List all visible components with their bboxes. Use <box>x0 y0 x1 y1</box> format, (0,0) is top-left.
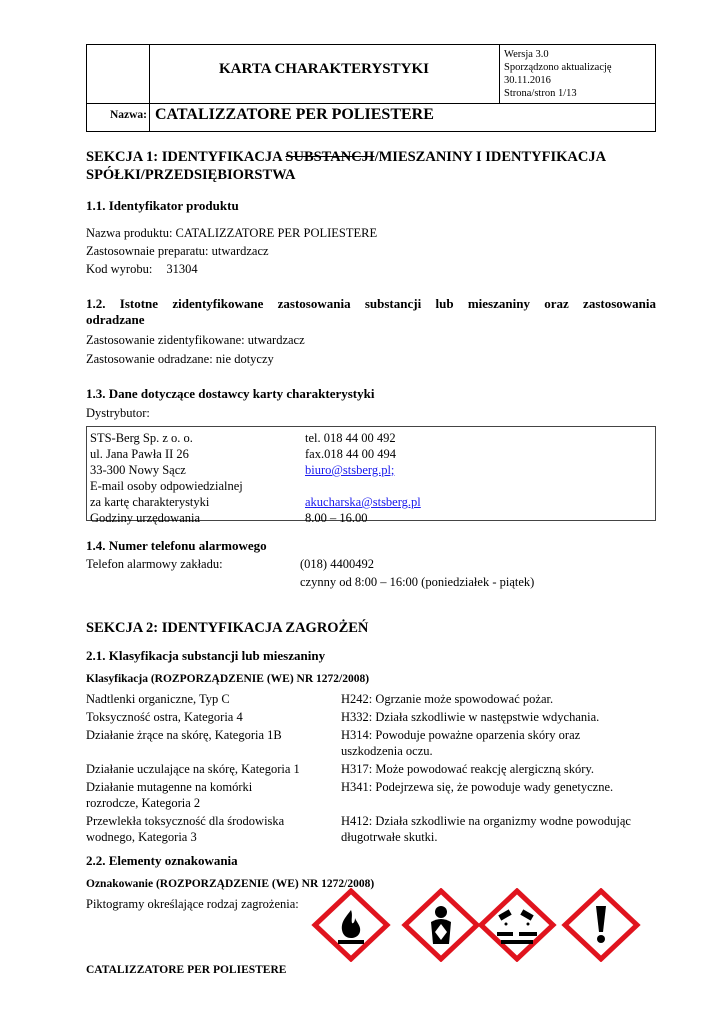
s14-heading: 1.4. Numer telefonu alarmowego <box>86 538 267 553</box>
table-row: Nadtlenki organiczne, Typ C H242: Ogrzanie może spowodować pożar. <box>86 692 554 706</box>
alarm-phone-hours: czynny od 8:00 – 16:00 (poniedziałek - piątek) <box>300 575 535 589</box>
s12-body: Zastosowanie zidentyfikowane: utwardzacz Zastosowanie odradzane: nie dotyczy <box>86 333 305 366</box>
table-row: Działanie uczulające na skórę, Kategoria 1 H317: Może powodować reakcję alergiczną skóry. <box>86 762 595 776</box>
s21-heading: 2.1. Klasyfikacja substancji lub mieszaniny <box>86 648 326 663</box>
header-box <box>86 44 656 132</box>
table-row: Działanie mutagenne na komórki rozrodcze, Kategoria 2 H341: Podejrzewa się, że powoduje wady genetyczne. <box>86 780 614 810</box>
email-link-office[interactable]: biuro@stsberg.pl; <box>305 463 395 477</box>
s12-heading: 1.2. Istotne zidentyfikowane zastosowania substancji lub mieszaniny oraz zastosowania odradzane <box>86 296 656 327</box>
s22-heading: 2.2. Elementy oznakowania <box>86 853 238 868</box>
section1-title: SEKCJA 1: IDENTYFIKACJA SUBSTANCJI/MIESZANINY I IDENTYFIKACJA SPÓŁKI/PRZEDSIĘBIORSTWA <box>86 149 607 183</box>
s22-subheading: Oznakowanie (ROZPORZĄDZENIE (WE) NR 1272/2008) <box>86 878 375 890</box>
table-row: Toksyczność ostra, Kategoria 4 H332: Działa szkodliwie w następstwie wdychania. <box>86 710 600 724</box>
document-title: KARTA CHARAKTERYSTYKI <box>219 61 429 77</box>
alarm-phone-number: (018) 4400492 <box>300 557 374 571</box>
corrosion-pictogram <box>471 888 563 962</box>
product-name-header: CATALIZZATORE PER POLIESTERE <box>155 106 434 123</box>
exclamation-pictogram <box>555 888 647 962</box>
s13-heading: 1.3. Dane dotyczące dostawcy karty charakterystyki <box>86 386 375 401</box>
table-row: Działanie żrące na skórę, Kategoria 1B H314: Powoduje poważne oparzenia skóry oraz uszkodzenia oczu. <box>86 728 581 758</box>
version-info: Wersja 3.0 Sporządzono aktualizację 30.11.2016 Strona/stron 1/13 <box>504 49 612 99</box>
classification-table <box>86 691 656 845</box>
alarm-phone-label: Telefon alarmowy zakładu: <box>86 557 223 571</box>
s11-body: Nazwa produktu: CATALIZZATORE PER POLIESTERE Zastosownaie preparatu: utwardzacz Kod wyrobu: 31304 <box>86 226 378 276</box>
flame-pictogram <box>305 888 397 962</box>
name-label: Nazwa: <box>109 109 147 121</box>
distributor-left-column: STS-Berg Sp. z o. o. ul. Jana Pawła II 26 33-300 Nowy Sącz E-mail osoby odpowiedzialnej za kartę charakterystyki Godziny urzędowania <box>90 431 243 525</box>
email-link-responsible[interactable]: akucharska@stsberg.pl <box>305 495 421 509</box>
section2-title: SEKCJA 2: IDENTYFIKACJA ZAGROŻEŃ <box>86 620 369 636</box>
pictogram-label: Piktogramy określające rodzaj zagrożenia: <box>86 897 299 911</box>
s21-subheading: Klasyfikacja (ROZPORZĄDZENIE (WE) NR 1272/2008) <box>86 673 370 685</box>
distributor-box <box>86 426 656 525</box>
s11-heading: 1.1. Identyfikator produktu <box>86 198 239 213</box>
distributor-label: Dystrybutor: <box>86 406 150 420</box>
footer-product: CATALIZZATORE PER POLIESTERE <box>86 964 287 976</box>
distributor-right-column: tel. 018 44 00 492 fax.018 44 00 494 biuro@stsberg.pl; akucharska@stsberg.pl 8.00 – 16.00 <box>305 431 421 525</box>
table-row: Przewlekła toksyczność dla środowiska wodnego, Kategoria 3 H412: Działa szkodliwie na organizmy wodne powodując długotrwałe skutki. <box>86 814 631 844</box>
